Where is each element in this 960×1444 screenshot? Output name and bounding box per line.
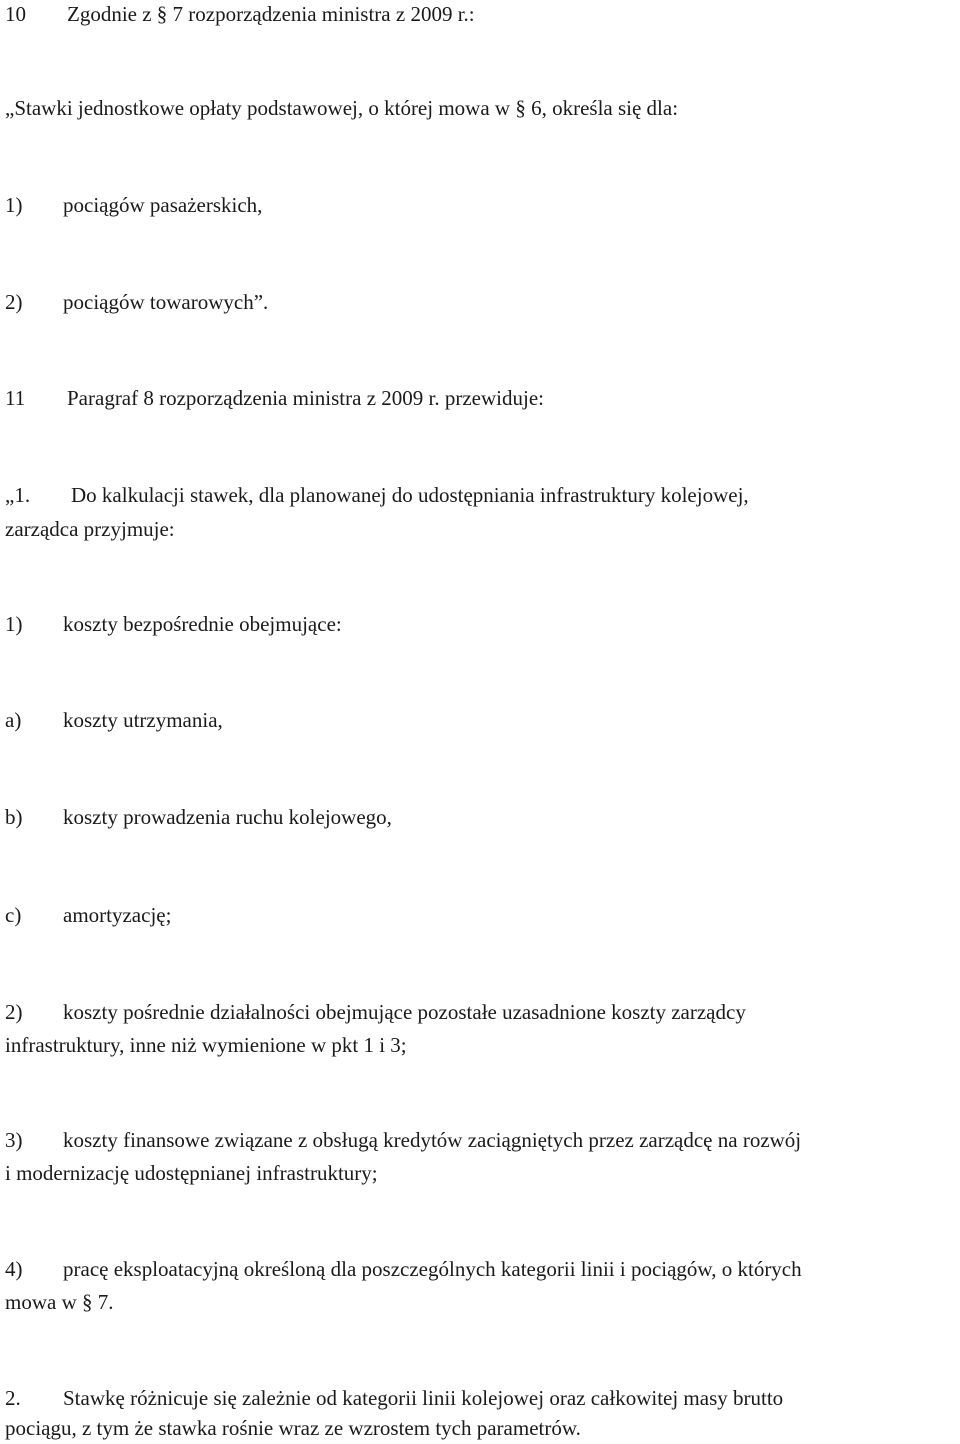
sub-list-item [5, 801, 392, 833]
list-item-4-line-1 [5, 1253, 802, 1285]
paragraph-marker: „1. [5, 483, 31, 507]
list-marker: 2) [5, 290, 23, 314]
paragraph-1-line-2: zarządca przyjmuje: [5, 517, 175, 541]
list-item-4-line-2: mowa w § 7. [5, 1290, 114, 1314]
list-text: pociągów towarowych”. [63, 290, 269, 314]
list-marker: a) [5, 708, 22, 732]
list-marker: 1) [5, 612, 23, 636]
list-text: koszty bezpośrednie obejmujące: [63, 612, 342, 636]
list-marker: 4) [5, 1257, 23, 1281]
paragraph-1-line-1 [5, 479, 749, 511]
list-text: pracę eksploatacyjną określoną dla poszczególnych kategorii linii i pociągów, o których [63, 1257, 802, 1281]
footnote-text: Paragraf 8 rozporządzenia ministra z 2009 r. przewiduje: [67, 386, 544, 410]
list-text: koszty finansowe związane z obsługą kredytów zaciągniętych przez zarządcę na rozwój [63, 1128, 802, 1152]
paragraph-marker: 2. [5, 1386, 21, 1410]
list-text: koszty utrzymania, [63, 708, 223, 732]
list-marker: c) [5, 903, 22, 927]
list-item [5, 189, 262, 221]
footnote-text: Zgodnie z § 7 rozporządzenia ministra z 2009 r.: [67, 2, 475, 26]
list-text: koszty pośrednie działalności obejmujące pozostałe uzasadnione koszty zarządcy [63, 1000, 746, 1024]
list-item-2-line-1 [5, 996, 746, 1028]
list-item-3-line-2: i modernizację udostępnianej infrastruktury; [5, 1161, 378, 1185]
list-item [5, 608, 342, 640]
footnote-number: 11 [5, 386, 26, 410]
list-marker: 2) [5, 1000, 23, 1024]
list-marker: b) [5, 805, 23, 829]
sub-list-item [5, 704, 223, 736]
footnote-number: 10 [5, 2, 26, 26]
quote-intro: „Stawki jednostkowe opłaty podstawowej, o której mowa w § 6, określa się dla: [5, 96, 679, 120]
list-item-2-line-2: infrastruktury, inne niż wymienione w pkt 1 i 3; [5, 1033, 407, 1057]
list-item-3-line-1 [5, 1124, 801, 1156]
footnote-11 [5, 382, 544, 414]
paragraph-text: Stawkę różnicuje się zależnie od kategorii linii kolejowej oraz całkowitej masy brutto [63, 1386, 784, 1410]
list-text: amortyzację; [63, 903, 172, 927]
list-marker: 1) [5, 193, 23, 217]
list-text: koszty prowadzenia ruchu kolejowego, [63, 805, 392, 829]
list-text: pociągów pasażerskich, [63, 193, 263, 217]
footnote-10 [5, 0, 475, 30]
sub-list-item [5, 899, 171, 931]
list-item [5, 286, 268, 318]
paragraph-text: Do kalkulacji stawek, dla planowanej do udostępniania infrastruktury kolejowej, [71, 483, 749, 507]
list-marker: 3) [5, 1128, 23, 1152]
paragraph-2-line-1 [5, 1382, 783, 1414]
paragraph-2-line-2: pociągu, z tym że stawka rośnie wraz ze wzrostem tych parametrów. [5, 1416, 581, 1440]
